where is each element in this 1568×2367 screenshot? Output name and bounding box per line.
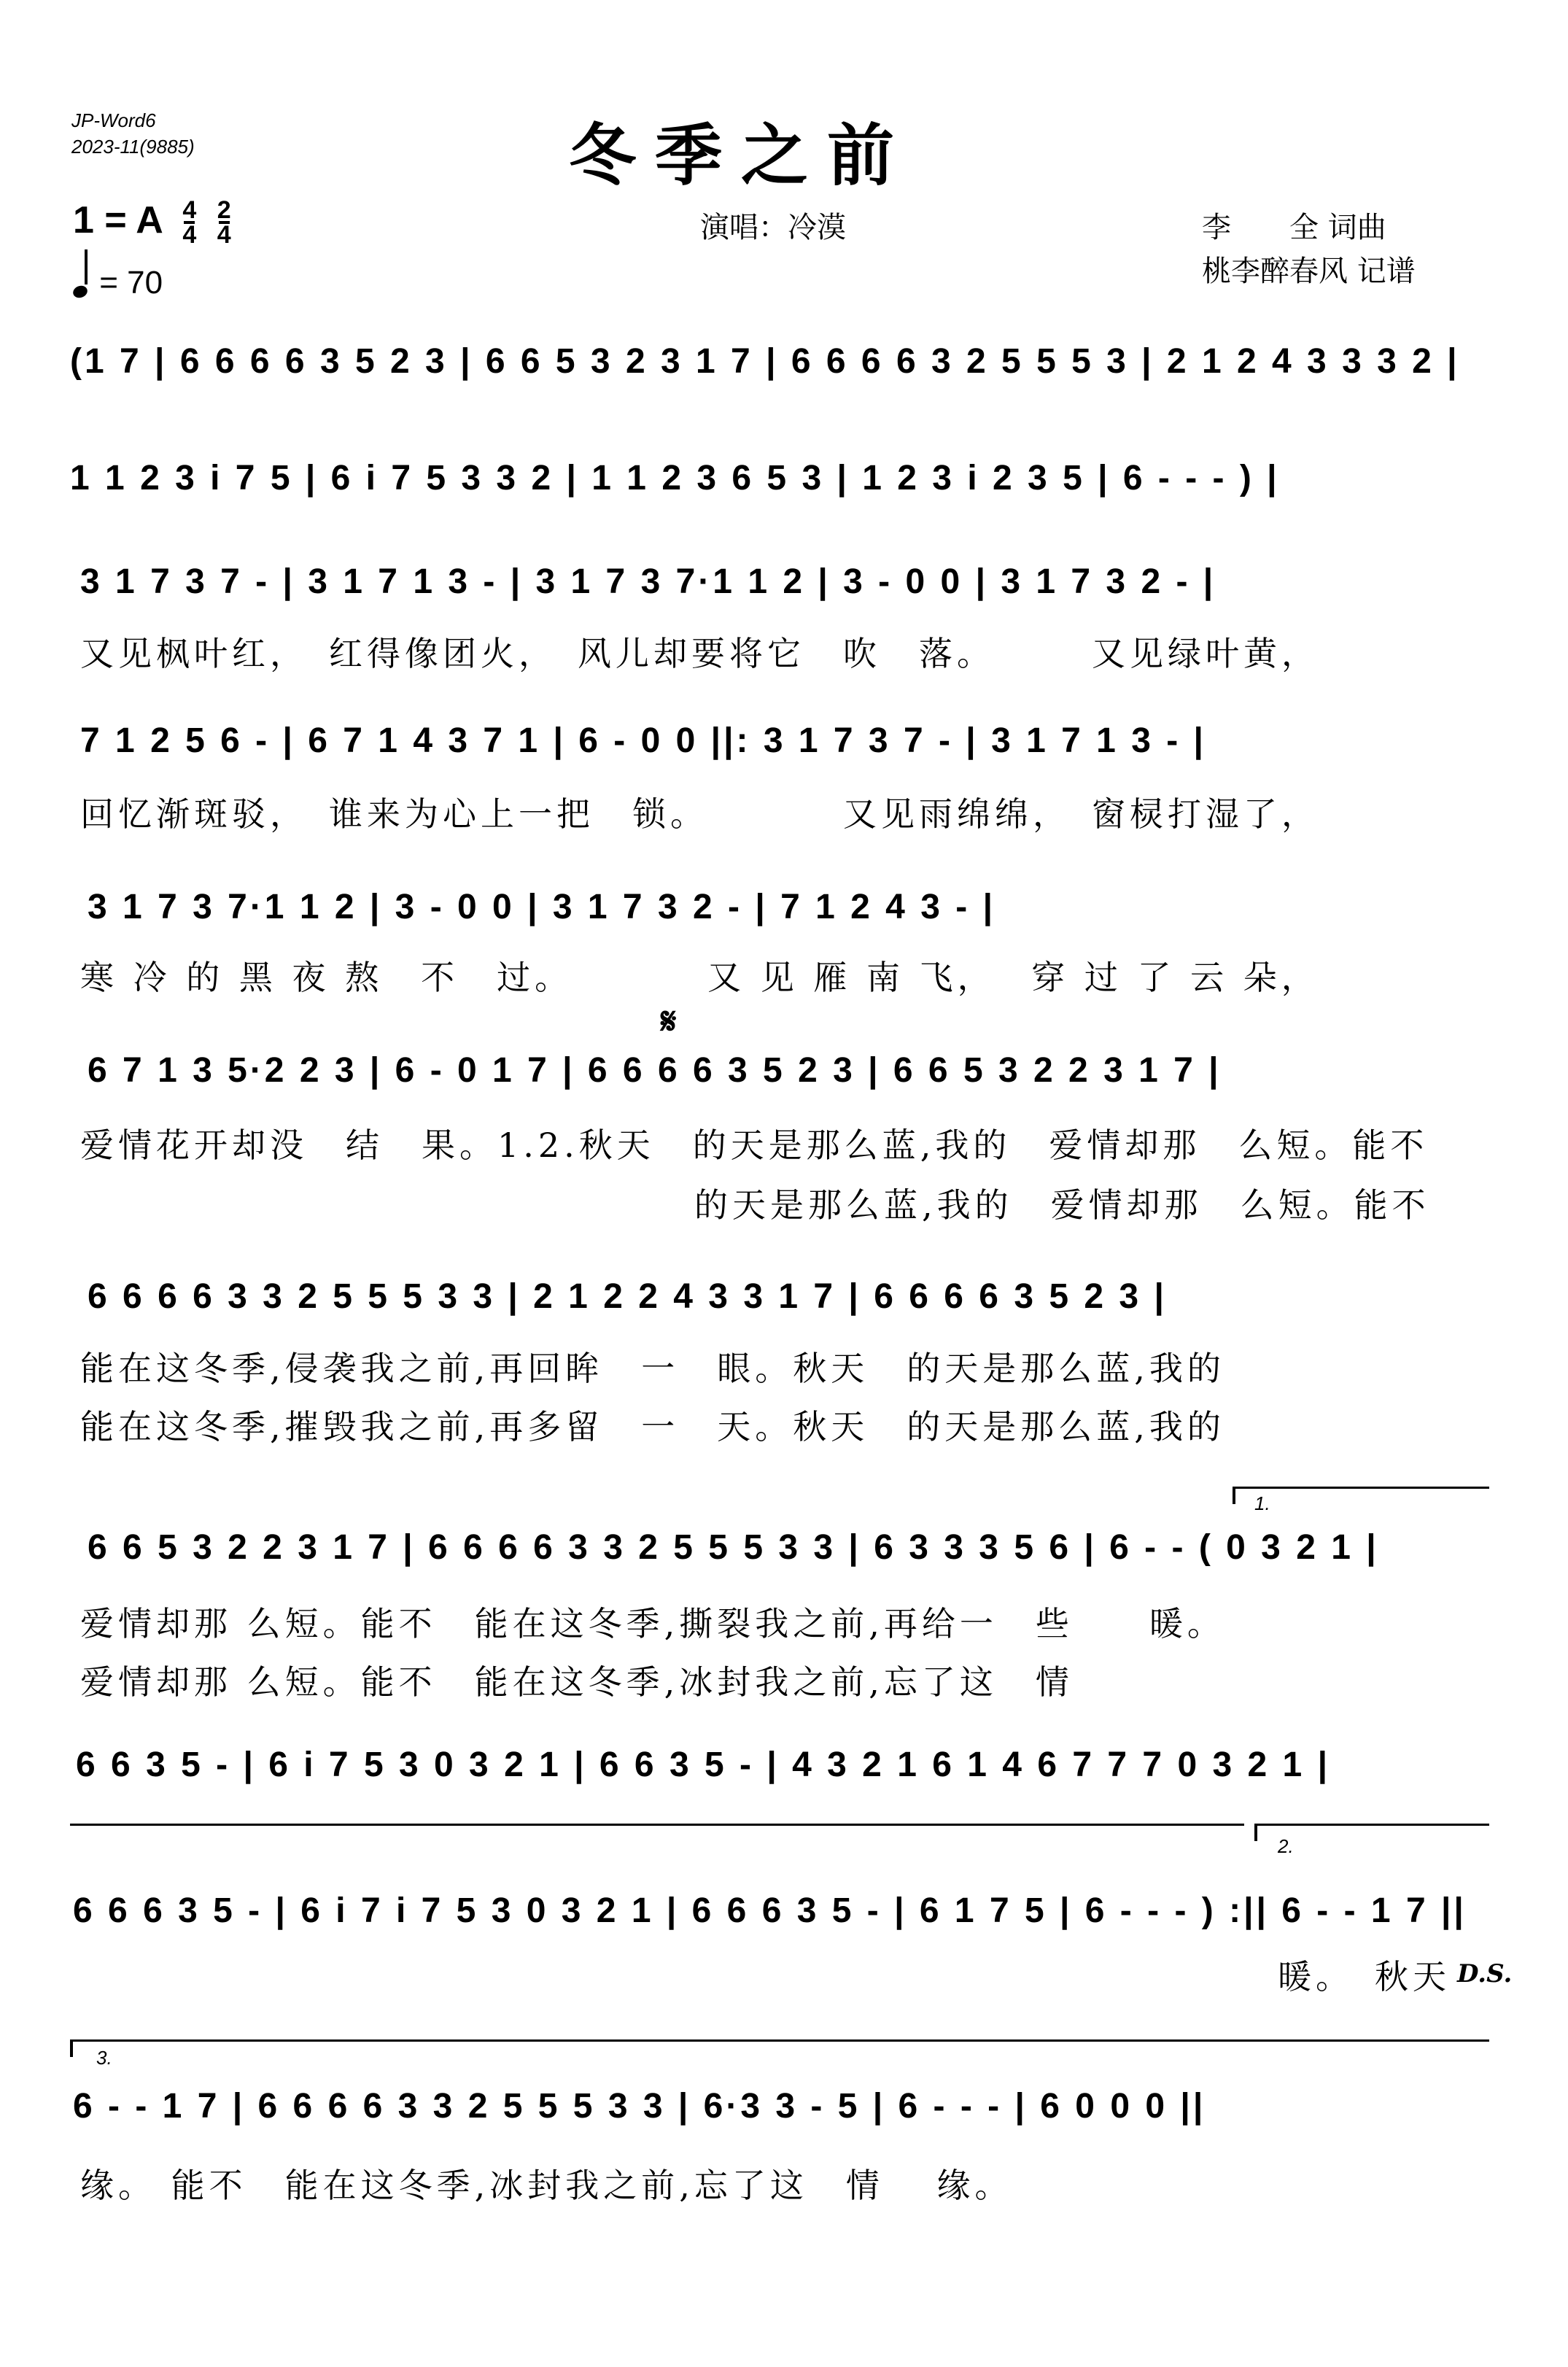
time-signature-2: $\frac{2}{4}$ — [217, 196, 231, 249]
system-6-notes: 6 7 1 3 5·2 2 3 | 6 - 0 1 7 | 6 6 6 6 3 5 2 3 | 6 6 5 3 2 2 3 1 7 | — [88, 1051, 1222, 1090]
system-4-notes: 7 1 2 5 6 - | 6 7 1 4 3 7 1 | 6 - 0 0 ||: 3 1 7 3 7 - | 3 1 7 1 3 - | — [80, 721, 1206, 760]
system-10-notes: 6 6 6 3 5 - | 6 i 7 i 7 5 3 0 3 2 1 | 6 6 6 3 5 - | 6 1 7 5 | 6 - - - ) :|| 6 - - 1 7 || — [73, 1891, 1467, 1930]
version-label: 2023-11(9885) — [71, 136, 195, 158]
key-label: 1 = A — [73, 199, 162, 241]
software-label: JP-Word6 — [71, 109, 156, 131]
segno-sign: 𝄋 — [661, 999, 677, 1042]
time-signature-1: $\frac{4}{4}$ — [182, 196, 197, 249]
system-10-lyrics: 暖。 秋天 — [1278, 1957, 1451, 1996]
system-2-notes: 1 1 2 3 i 7 5 | 6 i 7 5 3 3 2 | 1 1 2 3 6 5 3 | 1 2 3 i 2 3 5 | 6 - - - ) | — [70, 459, 1280, 497]
system-6-lyrics-1: 爱情花开却没 结 果。1.2.秋天 的天是那么蓝,我的 爱情却那 么短。能不 — [80, 1126, 1429, 1165]
system-9-notes: 6 6 3 5 - | 6 i 7 5 3 0 3 2 1 | 6 6 3 5 - | 4 3 2 1 6 1 4 6 7 7 7 0 3 2 1 | — [76, 1746, 1331, 1784]
system-11-notes: 6 - - 1 7 | 6 6 6 6 3 3 2 5 5 5 3 3 | 6·3 3 - 5 | 6 - - - | 6 0 0 0 || — [73, 2087, 1206, 2126]
key-signature — [73, 196, 231, 249]
system-3-lyrics: 又见枫叶红， 红得像团火， 风儿却要将它 吹 落。 又见绿叶黄， — [80, 634, 1319, 673]
system-1-notes: (1 7 | 6 6 6 6 3 5 2 3 | 6 6 5 3 2 3 1 7 | 6 6 6 6 3 2 5 5 5 3 | 2 1 2 4 3 3 3 2 | — [70, 342, 1460, 381]
system-8-notes: 6 6 5 3 2 2 3 1 7 | 6 6 6 6 3 3 2 5 5 5 3 3 | 6 3 3 3 5 6 | 6 - - ( 0 3 2 1 | — [88, 1528, 1379, 1567]
system-4-lyrics: 回忆渐斑驳， 谁来为心上一把 锁。 又见雨绵绵， 窗棂打湿了， — [80, 794, 1319, 834]
system-6-lyrics-2: 的天是那么蓝,我的 爱情却那 么短。能不 — [694, 1185, 1430, 1225]
system-11-lyrics: 缘。 能不 能在这冬季,冰封我之前,忘了这 情 缘。 — [80, 2166, 1013, 2205]
tempo-marking: = 70 — [73, 258, 163, 301]
system-8-lyrics-1: 爱情却那 么短。能不 能在这冬季,撕裂我之前,再给一 些 暖。 — [80, 1604, 1225, 1643]
ds-marking: D.S. — [1457, 1959, 1513, 1988]
system-7-lyrics-2: 能在这冬季,摧毁我之前,再多留 一 天。秋天 的天是那么蓝,我的 — [80, 1407, 1225, 1446]
system-7-notes: 6 6 6 6 3 3 2 5 5 5 3 3 | 2 1 2 2 4 3 3 1 7 | 6 6 6 6 3 5 2 3 | — [88, 1277, 1167, 1316]
song-title: 冬季之前 — [569, 116, 914, 195]
system-5-notes: 3 1 7 3 7·1 1 2 | 3 - 0 0 | 3 1 7 3 2 - | 7 1 2 4 3 - | — [88, 888, 995, 926]
singer: 演唱：冷漠 — [700, 211, 846, 244]
volta-1-label: 1. — [1254, 1492, 1270, 1514]
credit-lyricist-composer: 李 全 词曲 — [1202, 211, 1386, 244]
system-5-lyrics: 寒 冷 的 黑 夜 熬 不 过。 又 见 雁 南 飞， 穿 过 了 云 朵， — [80, 958, 1319, 997]
quarter-note-icon — [71, 284, 89, 300]
system-3-notes: 3 1 7 3 7 - | 3 1 7 1 3 - | 3 1 7 3 7·1 1 2 | 3 - 0 0 | 3 1 7 3 2 - | — [80, 562, 1216, 601]
volta-3-label: 3. — [96, 2047, 112, 2069]
credit-transcriber: 桃李醉春风 记谱 — [1202, 255, 1416, 288]
system-7-lyrics-1: 能在这冬季,侵袭我之前,再回眸 一 眼。秋天 的天是那么蓝,我的 — [80, 1349, 1225, 1388]
volta-2-label: 2. — [1278, 1835, 1294, 1857]
system-8-lyrics-2: 爱情却那 么短。能不 能在这冬季,冰封我之前,忘了这 情 — [80, 1662, 1074, 1702]
